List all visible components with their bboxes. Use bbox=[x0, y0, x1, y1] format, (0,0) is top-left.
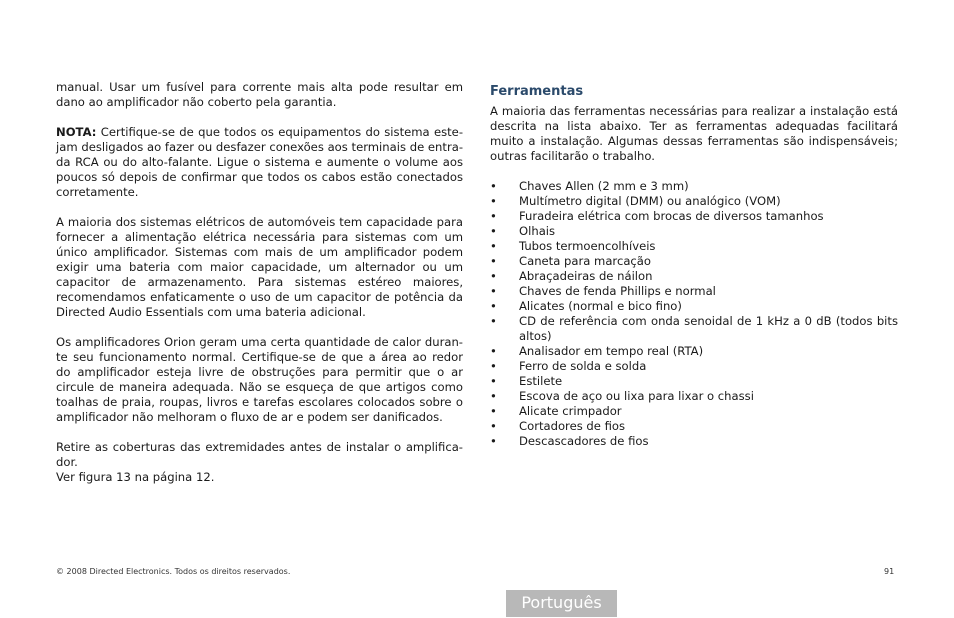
bullet-icon: • bbox=[490, 359, 497, 373]
tool-item bbox=[490, 179, 898, 194]
left-column bbox=[56, 80, 463, 485]
tool-item-label: Cortadores de fios bbox=[519, 419, 626, 433]
right-column bbox=[490, 80, 898, 449]
tool-item bbox=[490, 404, 898, 419]
bullet-icon: • bbox=[490, 389, 497, 403]
tool-item bbox=[490, 359, 898, 374]
paragraph-figure-ref: Ver figura 13 na página 12. bbox=[56, 470, 215, 484]
tool-item bbox=[490, 419, 898, 434]
tools-list bbox=[490, 179, 898, 449]
tool-item-label: Escova de aço ou lixa para lixar o chassi bbox=[519, 389, 754, 403]
bullet-icon: • bbox=[490, 299, 497, 313]
tool-item-label: Alicate crimpador bbox=[519, 404, 622, 418]
bullet-icon: • bbox=[490, 284, 497, 298]
tool-item bbox=[490, 209, 898, 224]
bullet-icon: • bbox=[490, 179, 497, 193]
tool-item-label: Abraçadeiras de náilon bbox=[519, 269, 653, 283]
tool-item bbox=[490, 284, 898, 299]
tool-item-label: Descascadores de fios bbox=[519, 434, 649, 448]
tool-item bbox=[490, 224, 898, 239]
bullet-icon: • bbox=[490, 254, 497, 268]
bullet-icon: • bbox=[490, 224, 497, 238]
copyright-notice: © 2008 Directed Electronics. Todos os direitos reservados. bbox=[56, 567, 291, 576]
tool-item bbox=[490, 389, 898, 404]
paragraph-fuse: manual. Usar um fusível para corrente mais alta pode resultar em dano ao amplificador não coberto pela garantia. bbox=[56, 80, 463, 109]
tool-item bbox=[490, 299, 898, 314]
tool-item bbox=[490, 254, 898, 269]
note-label: NOTA: bbox=[56, 125, 97, 139]
paragraph-covers: Retire as coberturas das extremidades antes de instalar o amplifica-dor. bbox=[56, 440, 463, 469]
tool-item bbox=[490, 314, 898, 344]
bullet-icon: • bbox=[490, 434, 497, 448]
bullet-icon: • bbox=[490, 269, 497, 283]
language-tab: Português bbox=[506, 590, 617, 617]
bullet-icon: • bbox=[490, 314, 497, 328]
tool-item-label: Multímetro digital (DMM) ou analógico (VOM) bbox=[519, 194, 781, 208]
tool-item-label: Tubos termoencolhíveis bbox=[519, 239, 656, 253]
tool-item bbox=[490, 344, 898, 359]
tool-item-label: Alicates (normal e bico fino) bbox=[519, 299, 682, 313]
paragraph-electrical: A maioria dos sistemas elétricos de automóveis tem capacidade para fornecer a alimentação elétrica necessária para sistemas com um único amplificador. Sistemas com mais de um amplificador podem exigir uma bateria com maior capacidade, um alternador ou um capacitor de armazenamento. Para sistemas estéreo maiores, recomendamos enfaticamente o uso de um capacitor de potência da Directed Audio Essentials com uma bateria adicional. bbox=[56, 215, 463, 319]
bullet-icon: • bbox=[490, 404, 497, 418]
bullet-icon: • bbox=[490, 209, 497, 223]
tool-item-label: CD de referência com onda senoidal de 1 kHz a 0 dB (todos bits altos) bbox=[519, 314, 898, 343]
paragraph-note bbox=[56, 125, 463, 200]
tool-item bbox=[490, 269, 898, 284]
tool-item-label: Chaves Allen (2 mm e 3 mm) bbox=[519, 179, 689, 193]
bullet-icon: • bbox=[490, 374, 497, 388]
tool-item-label: Chaves de fenda Phillips e normal bbox=[519, 284, 716, 298]
paragraph-tools-intro: A maioria das ferramentas necessárias para realizar a instalação está descrita na lista abaixo. Ter as ferramentas adequadas facilitará muito a instalação. Algumas dessas ferramentas são indispensáveis; outras facilitarão o trabalho. bbox=[490, 104, 898, 163]
bullet-icon: • bbox=[490, 344, 497, 358]
tool-item bbox=[490, 194, 898, 209]
page-number: 91 bbox=[884, 567, 895, 576]
tool-item-label: Olhais bbox=[519, 224, 556, 238]
bullet-icon: • bbox=[490, 239, 497, 253]
section-heading: Ferramentas bbox=[490, 84, 584, 99]
tool-item bbox=[490, 434, 898, 449]
tool-item-label: Caneta para marcação bbox=[519, 254, 651, 268]
tool-item-label: Furadeira elétrica com brocas de diversos tamanhos bbox=[519, 209, 824, 223]
paragraph-heat: Os amplificadores Orion geram uma certa quantidade de calor duran-te seu funcionamento normal. Certifique-se de que a área ao redor do amplificador esteja livre de obstruções para permitir que o ar circule de maneira adequada. Não se esqueça de que artigos como toalhas de praia, roupas, livros e tarefas escolares colocados sobre o amplificador não melhoram o fluxo de ar e podem ser danificados. bbox=[56, 335, 463, 424]
tool-item-label: Estilete bbox=[519, 374, 563, 388]
bullet-icon: • bbox=[490, 419, 497, 433]
tool-item-label: Ferro de solda e solda bbox=[519, 359, 647, 373]
note-text: Certifique-se de que todos os equipamentos do sistema este-jam desligados ao fazer ou desfazer conexões aos terminais de entra-da RCA ou do alto-falante. Ligue o sistema e aumente o volume aos poucos só depois de confirmar que todos os cabos estão conectados corretamente. bbox=[56, 125, 463, 199]
bullet-icon: • bbox=[490, 194, 497, 208]
tool-item bbox=[490, 374, 898, 389]
tool-item bbox=[490, 239, 898, 254]
tool-item-label: Analisador em tempo real (RTA) bbox=[519, 344, 704, 358]
